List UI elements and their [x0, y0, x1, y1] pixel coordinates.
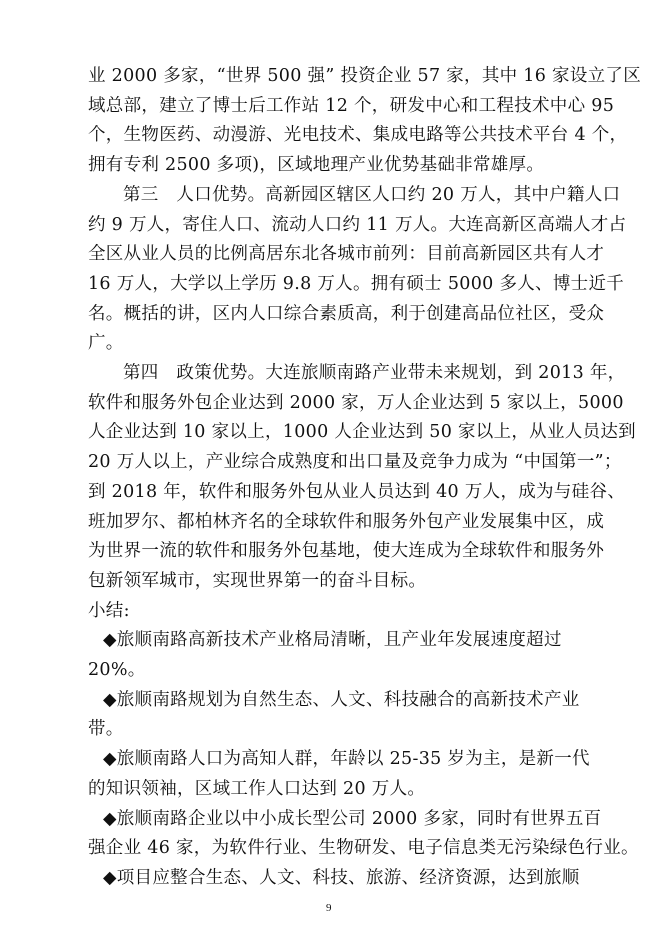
text-line: 的知识领袖，区域工作人口达到 20 万人。	[88, 778, 426, 799]
text-line: 20 万人以上，产业综合成熟度和出口量及竞争力成为 “中国第一”；	[88, 452, 622, 473]
text-line: 强企业 46 家，为软件行业、生物研发、电子信息类无污染绿色行业。	[88, 838, 639, 859]
summary-heading: 小结:	[88, 600, 130, 621]
text-line: 业 2000 多家，“世界 500 强” 投资企业 57 家，其中 16 家设立了区	[88, 66, 642, 86]
page-number: 9	[326, 901, 332, 914]
text-line: 20%。	[88, 660, 146, 680]
text-line: 约 9 万人，寄住人口、流动人口约 11 万人。大连高新区高端人才占	[88, 214, 627, 235]
text-line: 拥有专利 2500 多项)，区域地理产业优势基础非常雄厚。	[88, 155, 545, 176]
text-line: 到 2018 年，软件和服务外包从业人员达到 40 万人，成为与硅谷、	[88, 481, 626, 502]
text-line: 包新领军城市，实现世界第一的奋斗目标。	[88, 570, 427, 591]
bullet-line: ◆项目应整合生态、人文、科技、旅游、经济资源，达到旅顺	[103, 867, 580, 888]
paragraph-heading-line: 第四 政策优势。大连旅顺南路产业带未来规划，到 2013 年，	[123, 363, 626, 383]
text-line: 16 万人，大学以上学历 9.8 万人。拥有硕士 5000 多人、博士近千	[88, 273, 625, 294]
bullet-line: ◆旅顺南路规划为自然生态、人文、科技融合的高新技术产业	[103, 689, 580, 710]
text-line: 名。概括的讲，区内人口综合素质高，利于创建高品位社区，受众	[88, 303, 605, 324]
text-line: 域总部，建立了博士后工作站 12 个，研发中心和工程技术中心 95	[88, 95, 615, 116]
bullet-line: ◆旅顺南路人口为高知人群，年龄以 25-35 岁为主，是新一代	[103, 749, 590, 770]
paragraph-heading-line: 第三 人口优势。高新园区辖区人口约 20 万人，其中户籍人口	[123, 184, 621, 205]
text-line: 班加罗尔、都柏林齐名的全球软件和服务外包产业发展集中区，成	[88, 511, 605, 532]
bullet-line: ◆旅顺南路高新技术产业格局清晰，且产业年发展速度超过	[103, 630, 562, 651]
text-line: 人企业达到 10 家以上，1000 人企业达到 50 家以上，从业人员达到	[88, 422, 636, 443]
text-line: 全区从业人员的比例高居东北各城市前列：目前高新园区共有人才	[88, 244, 605, 265]
text-line: 为世界一流的软件和服务外包基地，使大连成为全球软件和服务外	[88, 541, 605, 562]
bullet-line: ◆旅顺南路企业以中小成长型公司 2000 多家，同时有世界五百	[103, 808, 602, 829]
text-line: 广。	[88, 333, 124, 354]
text-line: 软件和服务外包企业达到 2000 家，万人企业达到 5 家以上，5000	[88, 392, 624, 413]
text-line: 个，生物医药、动漫游、光电技术、集成电路等公共技术平台 4 个，	[88, 125, 628, 146]
text-line: 带。	[88, 719, 124, 740]
